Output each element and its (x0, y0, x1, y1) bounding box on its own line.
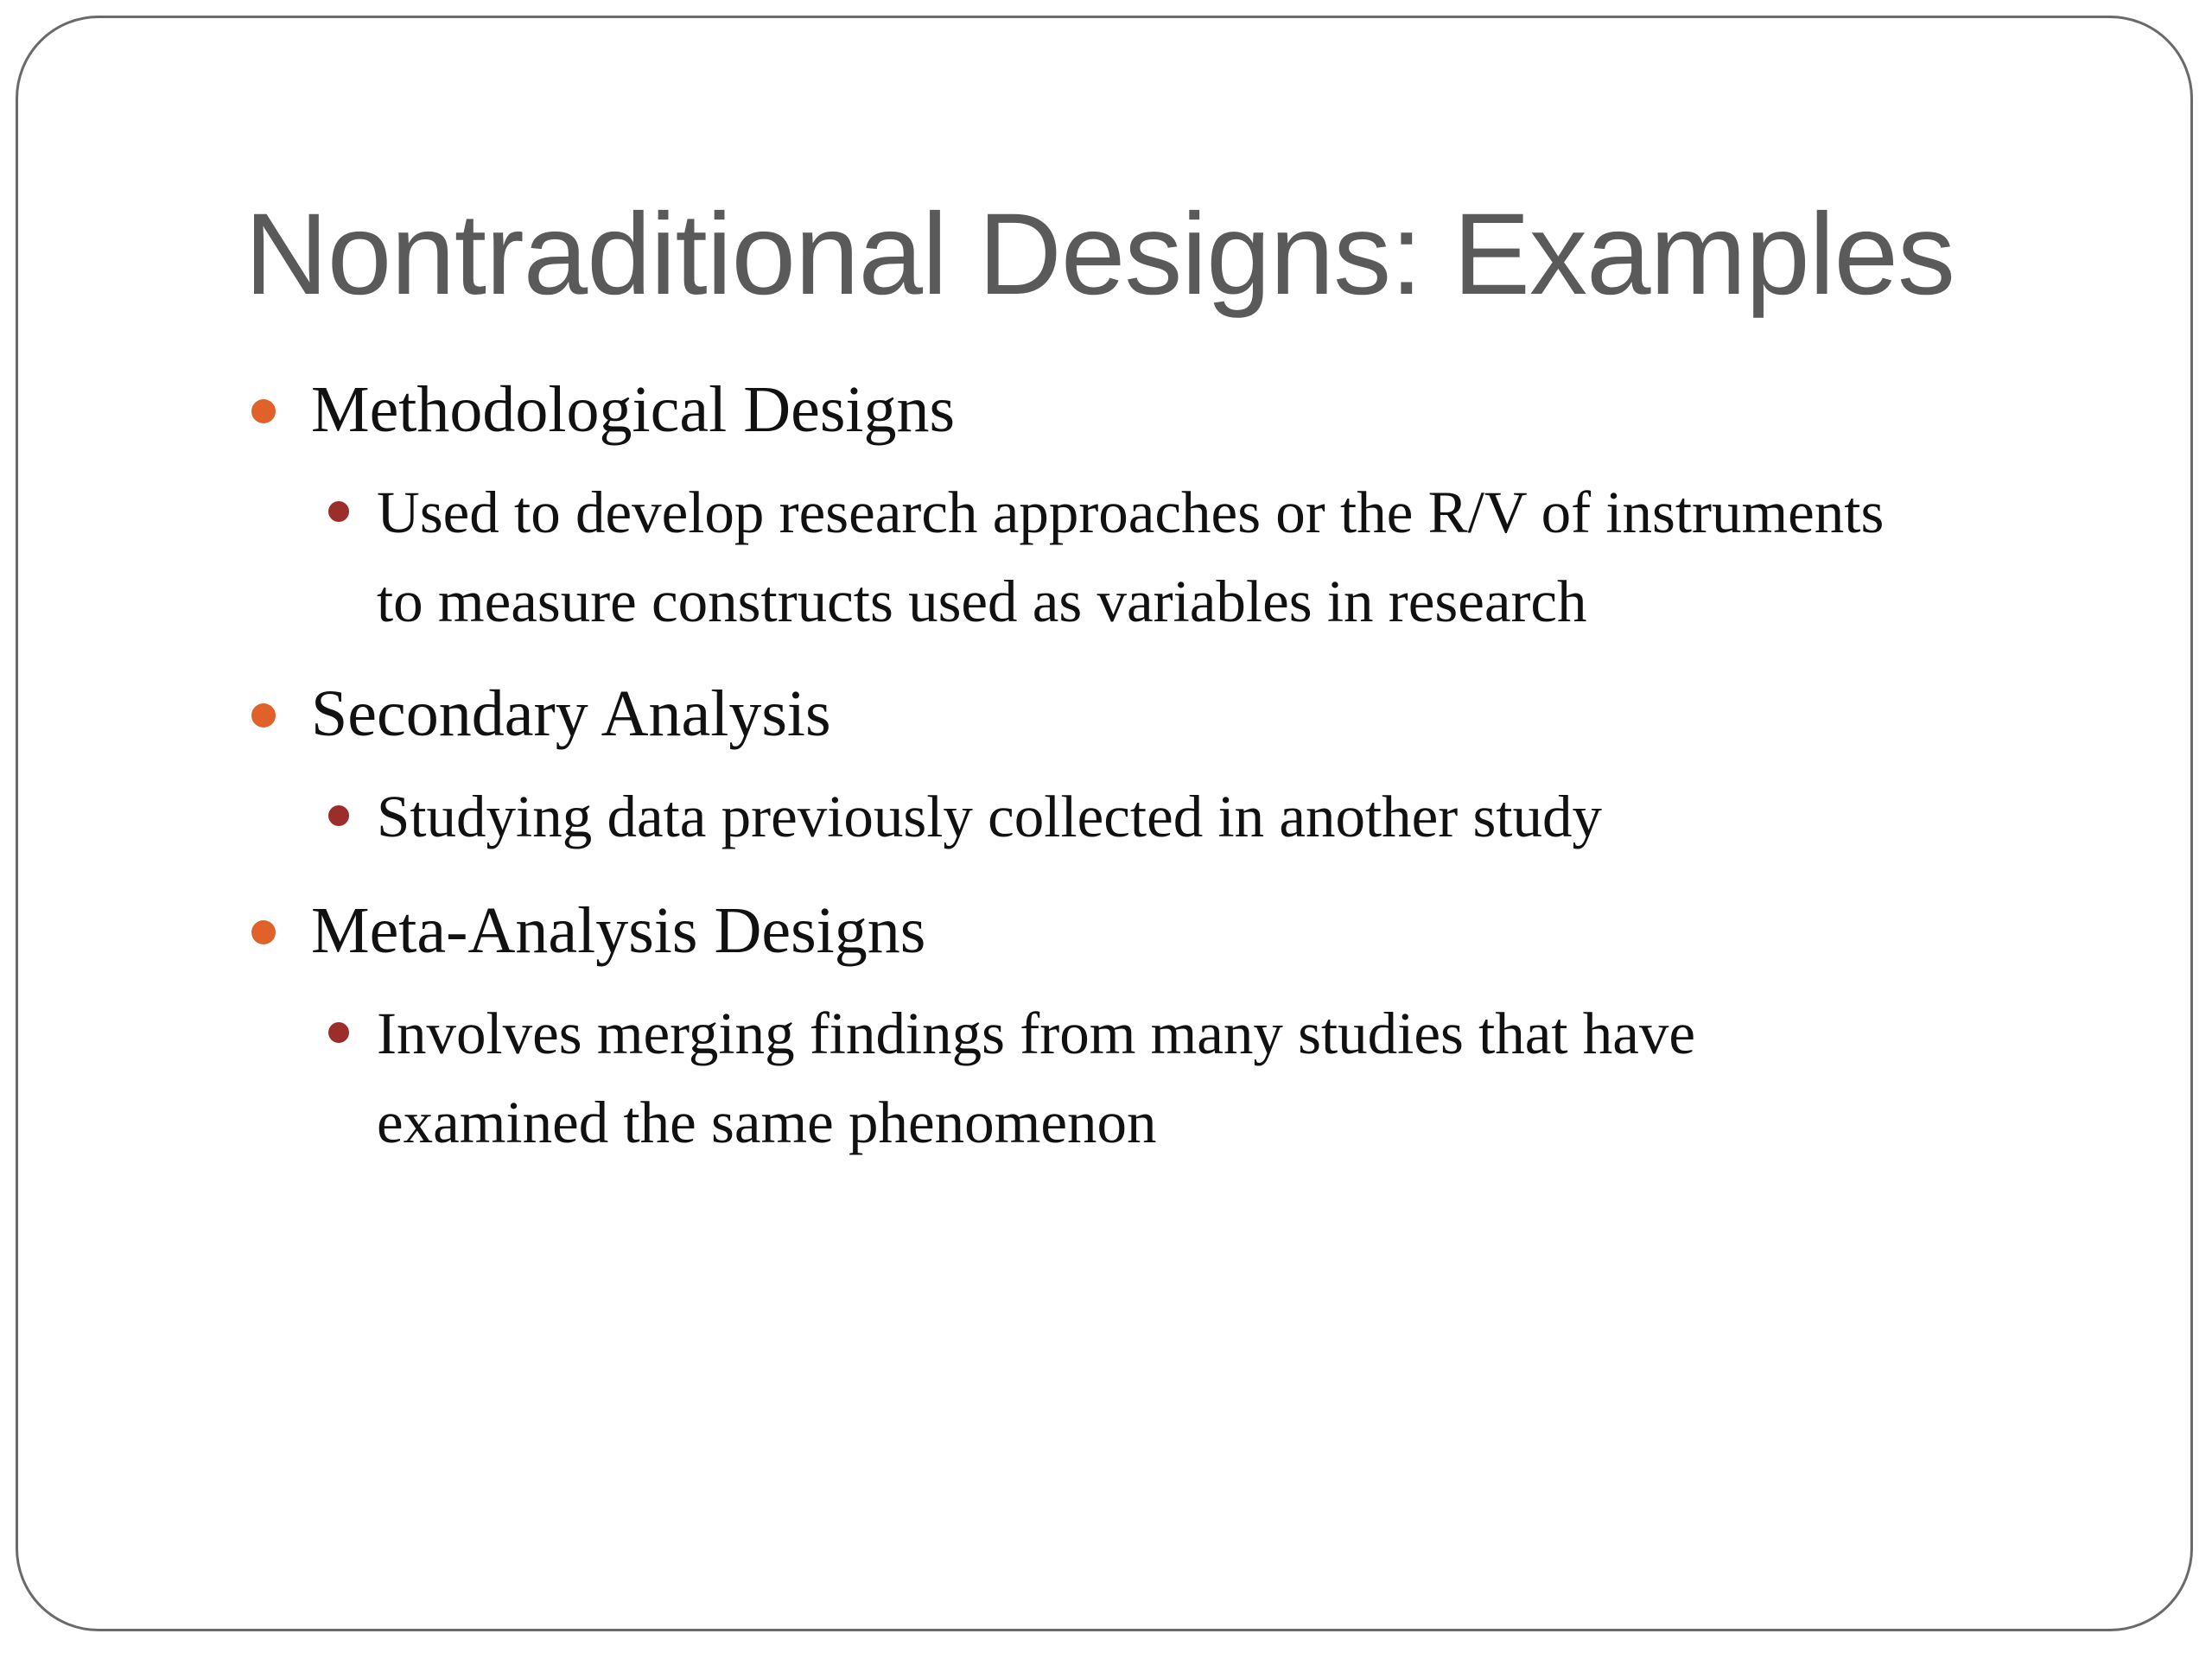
sub-bullet-dot-icon (328, 805, 349, 826)
sub-bullet-line: examined the same phenomenon (377, 1090, 1157, 1155)
bullet-dot-icon (251, 703, 276, 728)
bullet-label: Secondary Analysis (311, 677, 831, 750)
sub-bullet-dot-icon (328, 1022, 349, 1043)
sub-bullet-line: to measure constructs used as variables in research (377, 569, 1587, 634)
sub-bullet-line: Studying data previously collected in another study (377, 784, 1603, 849)
sub-bullet-line: Involves merging findings from many studies that have (377, 1001, 1696, 1066)
bullet-label: Meta-Analysis Designs (311, 894, 926, 967)
bullet-dot-icon (251, 920, 276, 944)
bullet-dot-icon (251, 399, 276, 423)
sub-bullet-line: Used to develop research approaches or the R/V of instruments (377, 480, 1885, 545)
sub-bullet-dot-icon (328, 501, 349, 522)
bullet-label: Methodological Designs (311, 373, 956, 446)
slide-title: Nontraditional Designs: Examples (245, 190, 1955, 319)
